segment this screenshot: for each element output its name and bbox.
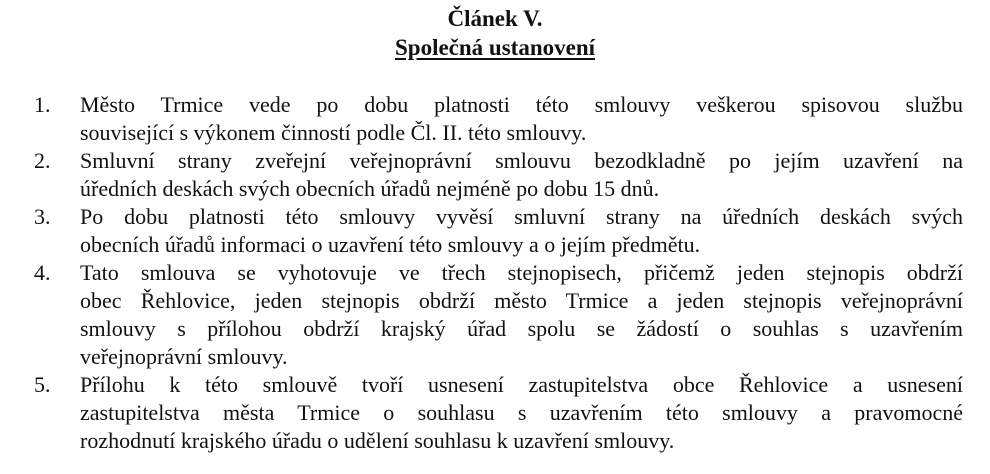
clause-4 <box>0 259 990 371</box>
clause-line: veřejnoprávní smlouvy. <box>80 344 288 369</box>
clause-line: Smluvní strany zveřejní veřejnoprávní smlouvu bezodkladně po jejím uzavření na <box>80 148 963 173</box>
clause-list <box>0 91 990 455</box>
clause-5 <box>0 371 990 455</box>
clause-line: obec Řehlovice, jeden stejnopis obdrží město Trmice a jeden stejnopis veřejnoprávní <box>80 288 963 313</box>
clause-line: smlouvy s přílohou obdrží krajský úřad spolu se žádostí o souhlas s uzavřením <box>80 316 963 341</box>
clause-2 <box>0 147 990 203</box>
clause-line: rozhodnutí krajského úřadu o udělení souhlasu k uzavření smlouvy. <box>80 428 675 453</box>
clause-line: Přílohu k této smlouvě tvoří usnesení zastupitelstva obce Řehlovice a usnesení <box>80 372 963 397</box>
clause-number: 5. <box>34 372 51 397</box>
clause-line: Po dobu platnosti této smlouvy vyvěsí smluvní strany na úředních deskách svých <box>80 204 963 229</box>
clause-text <box>80 259 963 371</box>
clause-text <box>80 203 963 259</box>
clause-number: 4. <box>34 260 51 285</box>
clause-number: 2. <box>34 148 51 173</box>
clause-3 <box>0 203 990 259</box>
clause-line: Tato smlouva se vyhotovuje ve třech stejnopisech, přičemž jeden stejnopis obdrží <box>80 260 963 285</box>
clause-line: úředních deskách svých obecních úřadů nejméně po dobu 15 dnů. <box>80 176 660 201</box>
clause-text <box>80 147 963 203</box>
clause-line: zastupitelstva města Trmice o souhlasu s uzavřením této smlouvy a pravomocné <box>80 400 963 425</box>
clause-line: obecních úřadů informaci o uzavření této smlouvy a o jejím předmětu. <box>80 232 701 257</box>
clause-text <box>80 91 963 147</box>
clause-1 <box>0 91 990 147</box>
article-number: Článek V. <box>447 6 543 31</box>
clause-line: související s výkonem činností podle Čl. II. této smlouvy. <box>80 120 587 145</box>
clause-line: Město Trmice vede po dobu platnosti této smlouvy veškerou spisovou službu <box>80 92 963 117</box>
article-title: Společná ustanovení <box>394 35 595 60</box>
clause-number: 1. <box>34 92 51 117</box>
clause-text <box>80 371 963 455</box>
clause-number: 3. <box>34 204 51 229</box>
